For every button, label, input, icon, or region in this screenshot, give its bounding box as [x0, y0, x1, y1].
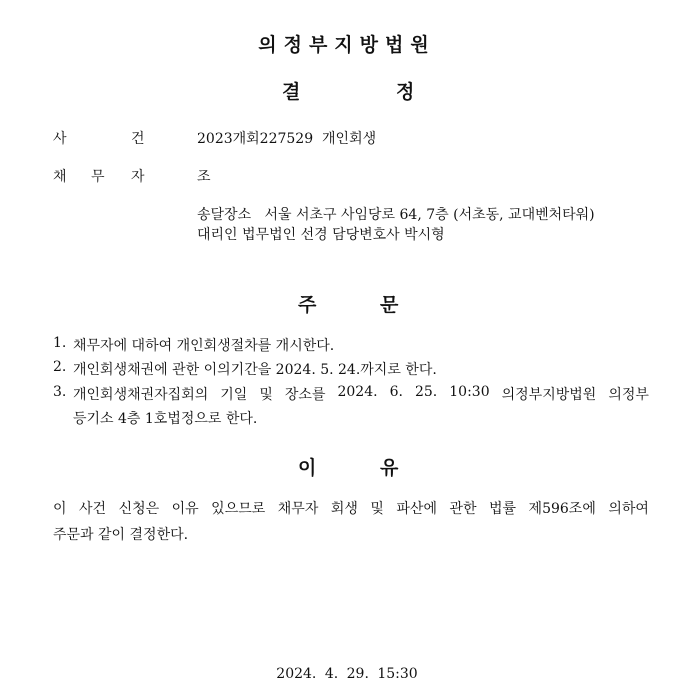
debtor-label-char-1: 채 [53, 169, 67, 185]
order-word: 개인회생채권자집회의 [73, 387, 209, 403]
order-word: 및 [259, 387, 273, 403]
document-title-right: 정 [396, 81, 415, 103]
order-item-3-line-1 [73, 384, 649, 404]
order-item-1-text: 채무자에 대하여 개인회생절차를 개시한다. [73, 338, 335, 354]
reason-word: 이유 [171, 501, 199, 517]
reason-title-right: 유 [380, 457, 399, 479]
reason-paragraph [53, 498, 649, 544]
reason-line-2: 주문과 같이 결정한다. [53, 527, 189, 543]
reason-word: 법률 [489, 501, 517, 517]
reason-title [0, 453, 694, 479]
order-word: 장소를 [284, 387, 326, 403]
order-item-2-number: 2. [53, 359, 67, 375]
reason-word: 및 [370, 501, 384, 517]
case-label-char-2: 건 [131, 131, 145, 147]
order-item-1-number: 1. [53, 335, 67, 351]
reason-word: 있으므로 [211, 501, 266, 517]
case-number: 2023개회227529 개인회생 [197, 131, 377, 147]
order-title [0, 290, 694, 316]
reason-word: 관한 [449, 501, 477, 517]
case-label-char-1: 사 [53, 131, 67, 147]
order-word: 25. [414, 384, 438, 400]
order-title-right: 문 [380, 294, 399, 316]
order-item-3-line-2: 등기소 4층 1호법정으로 한다. [73, 411, 258, 427]
order-item-2-text: 개인회생채권에 관한 이의기간을 2024. 5. 24.까지로 한다. [73, 362, 437, 378]
order-word: 의정부 [608, 387, 649, 403]
reason-word: 신청은 [118, 501, 160, 517]
order-word: 의정부지방법원 [501, 387, 597, 403]
order-word: 기일 [220, 387, 248, 403]
order-word: 6. [389, 384, 403, 400]
document-title [0, 77, 694, 103]
court-name: 의정부지방법원 [258, 34, 436, 56]
document-title-left: 결 [282, 81, 301, 103]
order-word: 10:30 [449, 384, 490, 400]
order-word: 2024. [337, 384, 378, 400]
reason-title-left: 이 [298, 457, 317, 479]
reason-word: 사건 [79, 501, 107, 517]
reason-word: 제596조에 [528, 501, 596, 517]
reason-word: 채무자 [277, 501, 319, 517]
legal-agent: 대리인 법무법인 선경 담당변호사 박시형 [197, 227, 445, 243]
order-title-left: 주 [298, 294, 317, 316]
reason-word: 파산에 [396, 501, 437, 517]
debtor-label-char-2: 무 [91, 169, 105, 185]
order-item-3-number: 3. [53, 384, 67, 400]
debtor-name: 조 [197, 169, 211, 185]
reason-word: 의하여 [608, 501, 649, 517]
reason-word: 회생 [330, 501, 358, 517]
reason-word: 이 [53, 501, 67, 517]
service-address: 송달장소 서울 서초구 사임당로 64, 7층 (서초동, 교대벤처타워) [197, 207, 595, 223]
reason-line-1 [53, 498, 649, 518]
decision-date: 2024. 4. 29. 15:30 [276, 666, 418, 682]
debtor-label-char-3: 자 [131, 169, 145, 185]
